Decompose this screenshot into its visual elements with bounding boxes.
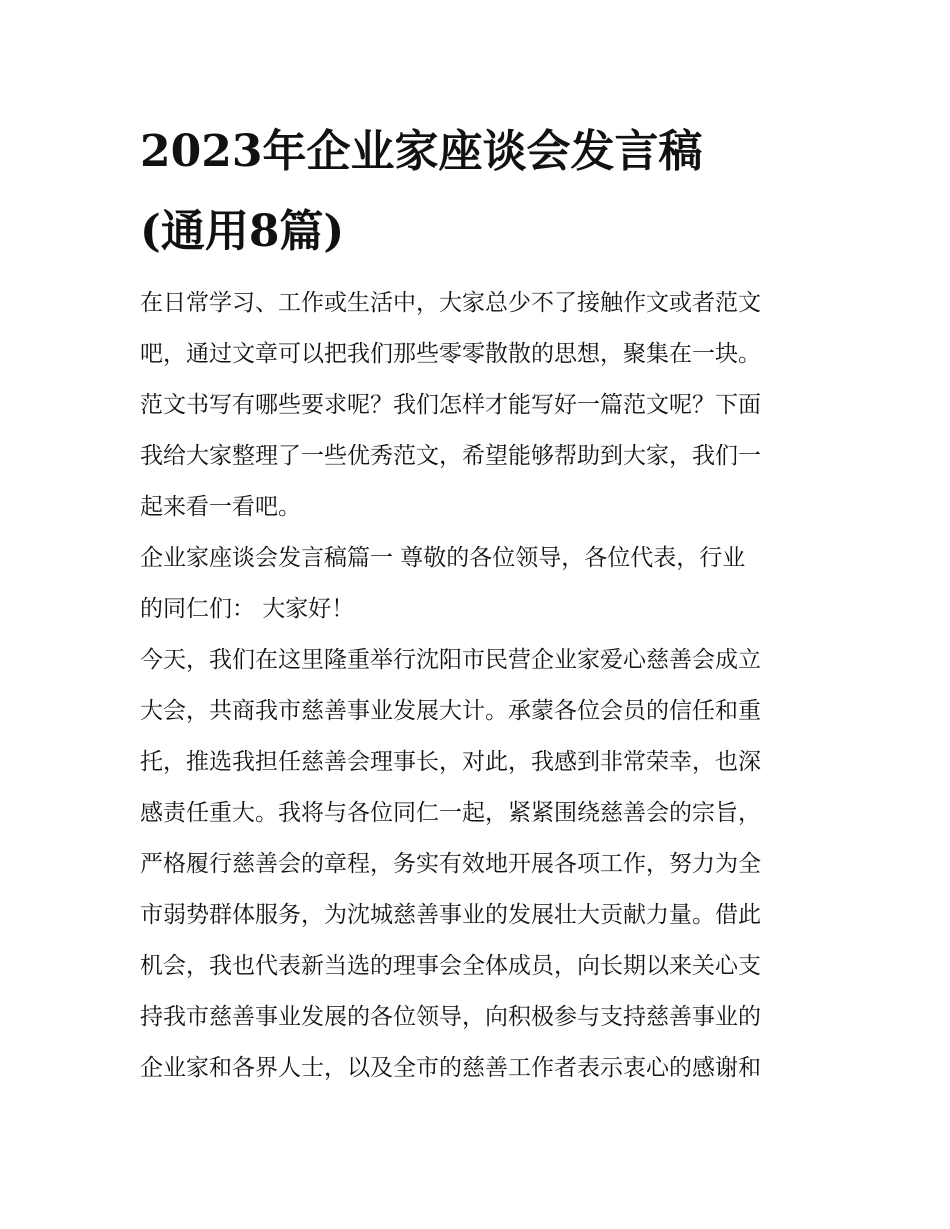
- body-line: 起来看一看吧。: [140, 494, 301, 520]
- body-line: 严格履行慈善会的章程，务实有效地开展各项工作，努力为全: [140, 851, 761, 877]
- title-line-1: 2023年企业家座谈会发言稿: [140, 126, 703, 177]
- body-line: 企业家和各界人士，以及全市的慈善工作者表示衷心的感谢和: [140, 1055, 761, 1081]
- body-line: 范文书写有哪些要求呢？我们怎样才能写好一篇范文呢？下面: [140, 392, 761, 418]
- body-line: 企业家座谈会发言稿篇一 尊敬的各位领导，各位代表，行业: [140, 545, 746, 571]
- body-line: 持我市慈善事业发展的各位领导，向积极参与支持慈善事业的: [140, 1004, 761, 1030]
- body-line: 市弱势群体服务，为沈城慈善事业的发展壮大贡献力量。借此: [140, 902, 761, 928]
- body-line: 感责任重大。我将与各位同仁一起，紧紧围绕慈善会的宗旨，: [140, 800, 761, 826]
- body-line: 托，推选我担任慈善会理事长，对此，我感到非常荣幸，也深: [140, 749, 761, 775]
- body-line: 吧，通过文章可以把我们那些零零散散的思想，聚集在一块。: [140, 341, 761, 367]
- document-title: [140, 112, 830, 272]
- title-line-2: (通用8篇): [140, 206, 345, 257]
- body-line: 我给大家整理了一些优秀范文，希望能够帮助到大家，我们一: [140, 443, 761, 469]
- document-body: [140, 278, 820, 1094]
- body-line: 大会，共商我市慈善事业发展大计。承蒙各位会员的信任和重: [140, 698, 761, 724]
- body-line: 的同仁们： 大家好！: [140, 596, 355, 622]
- body-line: 今天，我们在这里隆重举行沈阳市民营企业家爱心慈善会成立: [140, 647, 761, 673]
- body-line: 机会，我也代表新当选的理事会全体成员，向长期以来关心支: [140, 953, 761, 979]
- body-line: 在日常学习、工作或生活中，大家总少不了接触作文或者范文: [140, 290, 761, 316]
